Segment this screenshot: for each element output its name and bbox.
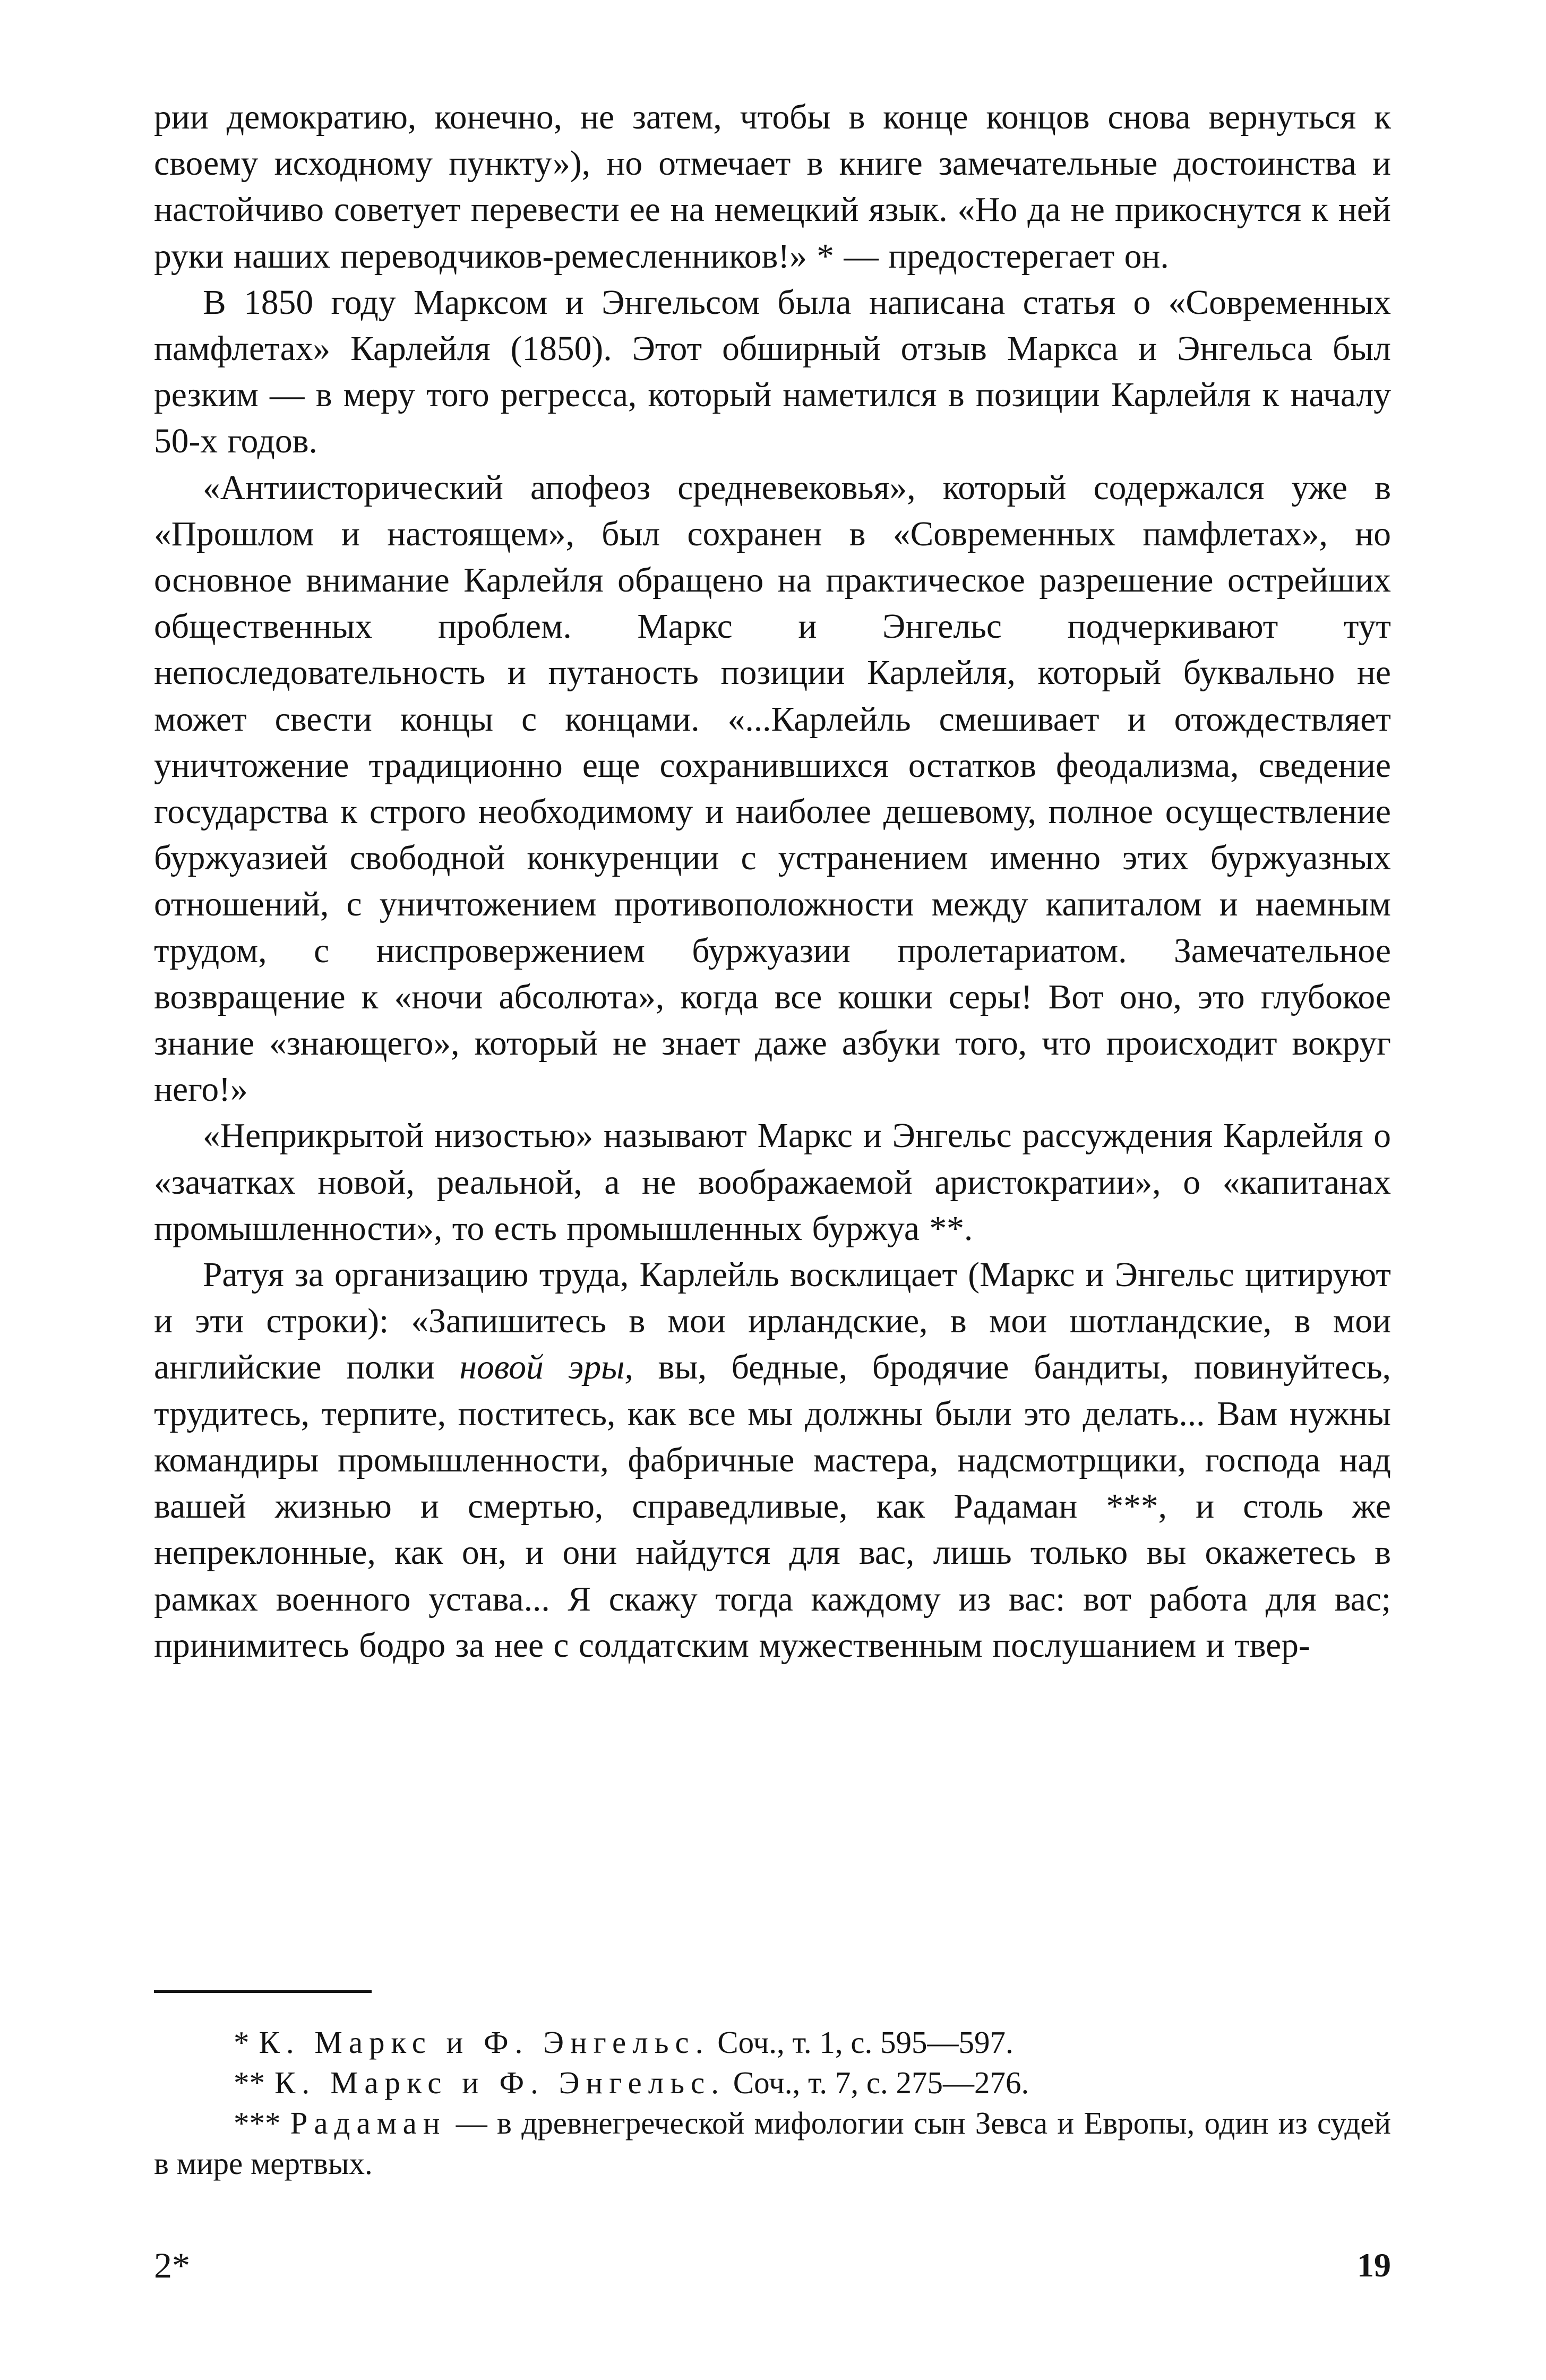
footnote-mark: *** [234,2105,281,2141]
footnote-author: К. Маркс и Ф. Энгельс. [274,2065,725,2100]
paragraph-2: В 1850 году Марксом и Энгельсом была написана статья о «Современных памфлетах» Карлейля (1850). Этот обширный отзыв Маркса и Энгельса был резким — в меру того регресса, который наметился в позиции Карлейля к началу 50-х годов. [154,283,1391,461]
paragraph-5-part-2: вы, бедные, бродячие бандиты, повинуйтесь, трудитесь, терпите, поститесь, как все мы должны были это делать... Вам нужны командиры промышленности, фабричные мастера, надсмотрщики, господа над вашей жизнью и смертью, справедливые, как Радаман ***, и столь же непреклонные, как он, и они найдутся для вас, лишь только вы окажетесь в рамках военного устава... Я скажу тогда каждому из вас: вот работа для вас; принимитесь бодро за нее с солдатским мужественным послушанием и твер- [154,1348,1391,1665]
paragraph-5-part-1: Ратуя за организацию труда, Карлейль восклицает (Маркс и Энгельс цитируют и эти строки): «Запишитесь в мои ирландские, в мои шотландские, в мои английские полки [154,1256,1391,1387]
footnote-1 [154,2022,1391,2062]
paragraph-3: «Антиисторический апофеоз средневековья», который содержался уже в «Прошлом и настоящем», был сохранен в «Современных памфлетах», но основное внимание Карлейля обращено на практическое разрешение острейших общественных проблем. Маркс и Энгельс подчеркивают тут непоследовательность и путаность позиции Карлейля, который буквально не может свести концы с концами. «...Карлейль смешивает и отождествляет уничтожение традиционно еще сохранившихся остатков феодализма, сведение государства к строго необходимому и наиболее дешевому, полное осуществление буржуазией свободной конкуренции с устранением именно этих буржуазных отношений, с уничтожением противоположности между капиталом и наемным трудом, с ниспровержением буржуазии пролетариатом. Замечательное возвращение к «ночи абсолюта», когда все кошки серы! Вот оно, это глубокое знание «знающего», который не знает даже азбуки того, что происходит вокруг него!» [154,468,1391,1109]
main-text [154,95,1391,1669]
paragraph-5-italic: новой эры, [459,1348,633,1387]
footnote-text: Соч., т. 7, с. 275—276. [725,2065,1029,2100]
paragraph-1: рии демократию, конечно, не затем, чтобы в конце концов снова вернуться к своему исходному пункту»), но отмечает в книге замечательные достоинства и настойчиво советует перевести ее на немецкий язык. «Но да не прикоснутся к ней руки наших переводчиков-ремесленников!» * — предостерегает он. [154,98,1391,276]
page-number: 19 [1357,2246,1391,2284]
footnote-3 [154,2103,1391,2184]
footnote-author: К. Маркс и Ф. Энгельс. [259,2025,710,2060]
footnote-2 [154,2062,1391,2103]
footnote-mark: * [234,2025,250,2060]
footnote-text: Соч., т. 1, с. 595—597. [709,2025,1014,2060]
paragraph-4: «Неприкрытой низостью» называют Маркс и Энгельс рассуждения Карлейля о «зачатках новой, реальной, а не воображаемой аристократии», о «капитанах промышленности», то есть промышленных буржуа **. [154,1117,1391,1248]
book-page [154,95,1391,2298]
signature-mark: 2* [154,2245,190,2285]
footnote-text: — в древнегреческой мифологии сын Зевса и Европы, один из судей в мире мертвых. [154,2105,1391,2181]
footnote-separator [154,1990,372,1993]
footnote-mark: ** [234,2065,265,2100]
footnote-author: Радаман [290,2105,446,2141]
footnotes [154,2022,1391,2184]
paragraph-5 [154,1252,1391,1669]
